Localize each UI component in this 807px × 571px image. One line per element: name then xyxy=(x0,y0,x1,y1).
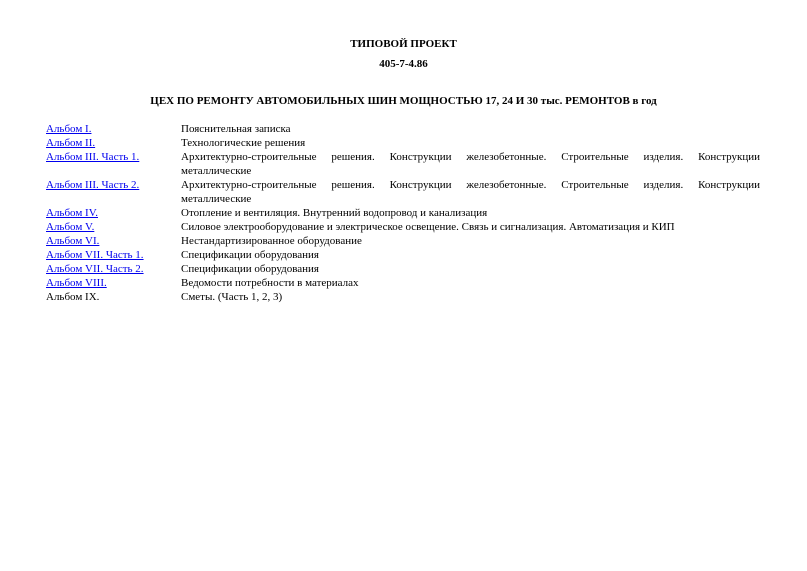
album-link[interactable]: Альбом VI. xyxy=(46,235,100,247)
album-row xyxy=(46,220,760,234)
album-row xyxy=(46,178,760,206)
album-row xyxy=(46,206,760,220)
album-row xyxy=(46,290,760,304)
album-row xyxy=(46,276,760,290)
album-row xyxy=(46,150,760,178)
album-description: Силовое электрооборудование и электрическое освещение. Связь и сигнализация. Автоматизация и КИП xyxy=(181,221,675,233)
album-list xyxy=(46,122,760,304)
album-link[interactable]: Альбом I. xyxy=(46,123,92,135)
album-description: Пояснительная записка xyxy=(181,123,291,135)
album-cell xyxy=(46,290,181,304)
album-description: Архитектурно-строительные решения. Конструкции железобетонные. Строительные изделия. Конструкции металлические xyxy=(181,179,760,205)
album-link[interactable]: Альбом VIII. xyxy=(46,277,107,289)
album-row xyxy=(46,136,760,150)
album-link[interactable]: Альбом III. Часть 2. xyxy=(46,179,140,191)
album-description: Ведомости потребности в материалах xyxy=(181,277,359,289)
album-cell xyxy=(46,206,181,220)
album-cell xyxy=(46,262,181,276)
album-cell xyxy=(46,248,181,262)
album-cell xyxy=(46,150,181,164)
album-cell xyxy=(46,276,181,290)
album-link[interactable]: Альбом IV. xyxy=(46,207,98,219)
album-description: Отопление и вентиляция. Внутренний водопровод и канализация xyxy=(181,207,488,219)
album-description: Технологические решения xyxy=(181,137,306,149)
album-row xyxy=(46,122,760,136)
album-row xyxy=(46,262,760,276)
album-link[interactable]: Альбом VII. Часть 2. xyxy=(46,263,144,275)
album-description: Спецификации оборудования xyxy=(181,263,319,275)
album-row xyxy=(46,234,760,248)
album-link[interactable]: Альбом VII. Часть 1. xyxy=(46,249,144,261)
album-label: Альбом IX. xyxy=(46,291,100,303)
document-heading: ТИПОВОЙ ПРОЕКТ xyxy=(350,38,457,50)
album-link[interactable]: Альбом V. xyxy=(46,221,95,233)
project-code: 405-7-4.86 xyxy=(379,58,428,70)
album-cell xyxy=(46,136,181,150)
album-cell xyxy=(46,220,181,234)
album-cell xyxy=(46,178,181,192)
album-cell xyxy=(46,122,181,136)
album-description: Сметы. (Часть 1, 2, 3) xyxy=(181,291,283,303)
album-link[interactable]: Альбом III. Часть 1. xyxy=(46,151,140,163)
album-description: Спецификации оборудования xyxy=(181,249,319,261)
album-description: Архитектурно-строительные решения. Конструкции железобетонные. Строительные изделия. Конструкции металлические xyxy=(181,151,760,177)
album-row xyxy=(46,248,760,262)
project-subject: ЦЕХ ПО РЕМОНТУ АВТОМОБИЛЬНЫХ ШИН МОЩНОСТЬЮ 17, 24 И 30 тыс. РЕМОНТОВ в год xyxy=(150,95,657,107)
album-link[interactable]: Альбом II. xyxy=(46,137,96,149)
album-description: Нестандартизированное оборудование xyxy=(181,235,362,247)
album-cell xyxy=(46,234,181,248)
